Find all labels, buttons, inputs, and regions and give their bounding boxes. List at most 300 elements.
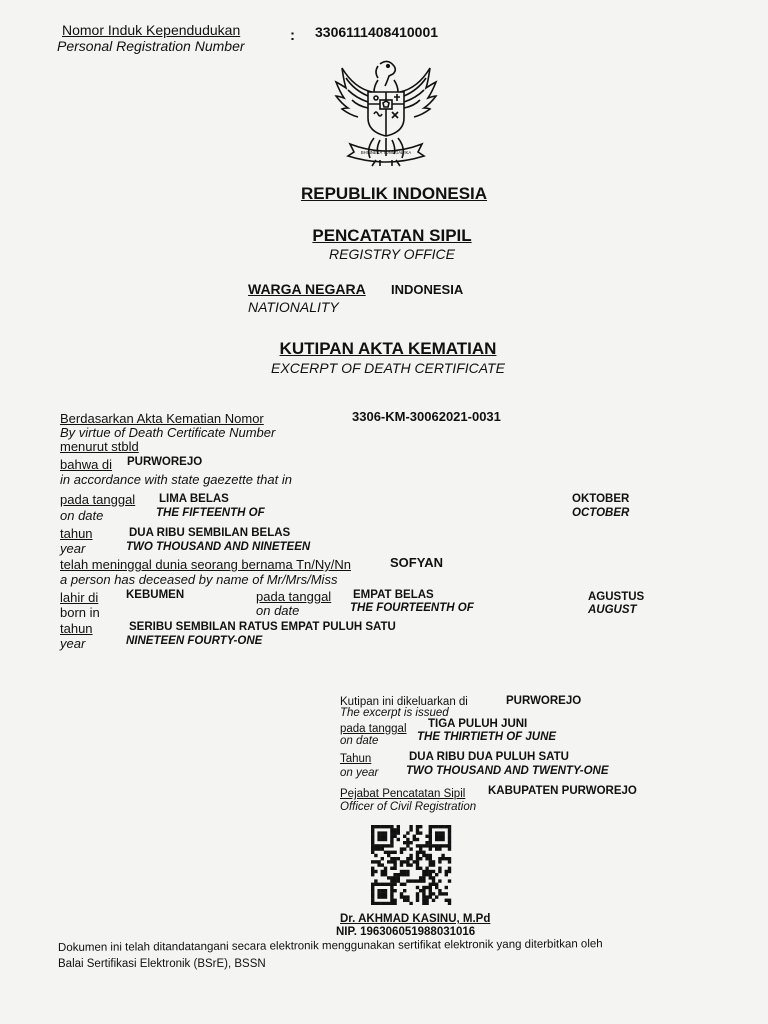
issued-date-value-en: THE THIRTIETH OF JUNE [417, 731, 557, 743]
qr-module [429, 841, 432, 844]
qr-module [387, 825, 390, 828]
qr-module [429, 831, 432, 834]
qr-module [371, 835, 374, 838]
qr-module [371, 838, 374, 841]
garuda-emblem-icon [328, 58, 444, 170]
qr-module [419, 857, 422, 860]
issued-place-label-en: The excerpt is issued [340, 707, 449, 719]
qr-module [416, 825, 419, 828]
death-year-value: DUA RIBU SEMBILAN BELAS [129, 527, 291, 539]
qr-module [438, 870, 441, 873]
qr-module [438, 844, 441, 847]
qr-module [429, 863, 432, 866]
qr-module [381, 892, 384, 895]
qr-module [384, 892, 387, 895]
qr-module [377, 831, 380, 834]
qr-module [397, 838, 400, 841]
qr-module [441, 892, 444, 895]
qr-module [416, 854, 419, 857]
death-place-label-en: in accordance with state gaezette that in [60, 472, 292, 487]
qr-module [409, 857, 412, 860]
qr-module [406, 863, 409, 866]
qr-module [445, 844, 448, 847]
qr-module [390, 860, 393, 863]
birth-date-label-en: on date [256, 603, 300, 618]
qr-module [381, 847, 384, 850]
qr-module [448, 844, 451, 847]
qr-module [387, 902, 390, 905]
issued-date-value: TIGA PULUH JUNI [428, 718, 528, 730]
qr-module [381, 889, 384, 892]
nik-value: 3306111408410001 [315, 24, 439, 40]
issued-place-label: Kutipan ini dikeluarkan di [340, 696, 468, 708]
qr-module [448, 838, 451, 841]
qr-module [403, 835, 406, 838]
qr-module [432, 879, 435, 882]
nationality-label: WARGA NEGARA [248, 281, 366, 297]
qr-module [413, 835, 416, 838]
qr-module [425, 854, 428, 857]
qr-module [425, 835, 428, 838]
officer-label-en: Officer of Civil Registration [340, 801, 477, 813]
qr-module [429, 857, 432, 860]
qr-module [438, 857, 441, 860]
qr-module [429, 847, 432, 850]
birth-year-label-en: year [60, 636, 86, 651]
qr-module [429, 892, 432, 895]
qr-module [422, 854, 425, 857]
qr-module [374, 870, 377, 873]
qr-module [371, 828, 374, 831]
deceased-name-label-en: a person has deceased by name of Mr/Mrs/Miss [60, 572, 338, 587]
qr-module [429, 886, 432, 889]
qr-module [445, 892, 448, 895]
qr-module [377, 889, 380, 892]
qr-module [390, 879, 393, 882]
document-title-en: EXCERPT OF DEATH CERTIFICATE [271, 360, 505, 376]
birth-date-value-en: THE FOURTEENTH OF [350, 602, 474, 614]
qr-module [419, 879, 422, 882]
qr-module [419, 825, 422, 828]
qr-module [400, 895, 403, 898]
death-month-value: OKTOBER [572, 493, 630, 505]
qr-module [432, 825, 435, 828]
qr-module [448, 879, 451, 882]
nik-label-en: Personal Registration Number [57, 38, 245, 54]
qr-module [387, 860, 390, 863]
qr-module [393, 828, 396, 831]
qr-module [438, 860, 441, 863]
qr-module [425, 841, 428, 844]
qr-module [422, 886, 425, 889]
cert-number-label-en: By virtue of Death Certificate Number [60, 425, 276, 440]
qr-module [393, 883, 396, 886]
qr-module [381, 838, 384, 841]
qr-module [403, 889, 406, 892]
qr-module [422, 851, 425, 854]
qr-module [429, 854, 432, 857]
qr-module [445, 886, 448, 889]
qr-module [393, 867, 396, 870]
qr-module [422, 873, 425, 876]
birth-date-value: EMPAT BELAS [353, 589, 434, 601]
qr-module [448, 835, 451, 838]
qr-module [377, 847, 380, 850]
issued-year-label-en: on year [340, 767, 379, 779]
qr-code-icon [369, 825, 453, 905]
qr-module [416, 857, 419, 860]
qr-module [393, 876, 396, 879]
qr-module [432, 883, 435, 886]
qr-module [384, 895, 387, 898]
qr-module [371, 870, 374, 873]
qr-module [416, 851, 419, 854]
qr-module [377, 902, 380, 905]
qr-module [422, 879, 425, 882]
qr-module [416, 867, 419, 870]
qr-module [393, 902, 396, 905]
qr-module [377, 825, 380, 828]
qr-module [384, 831, 387, 834]
qr-module [448, 902, 451, 905]
qr-module [377, 844, 380, 847]
nationality-label-en: NATIONALITY [248, 299, 339, 315]
qr-module [371, 883, 374, 886]
issued-year-value-en: TWO THOUSAND AND TWENTY-ONE [406, 765, 609, 777]
qr-module [416, 844, 419, 847]
qr-module [422, 870, 425, 873]
qr-module [393, 879, 396, 882]
qr-module [381, 835, 384, 838]
deceased-name-label: telah meninggal dunia seorang bernama Tn/Ny/Nn [60, 557, 351, 572]
qr-module [435, 886, 438, 889]
republic-title: REPUBLIK INDONESIA [300, 184, 488, 203]
qr-module [377, 883, 380, 886]
qr-module [409, 825, 412, 828]
qr-module [429, 844, 432, 847]
death-year-label: tahun [60, 526, 93, 541]
qr-module [432, 860, 435, 863]
qr-module [371, 867, 374, 870]
birth-year-value: SERIBU SEMBILAN RATUS EMPAT PULUH SATU [129, 621, 396, 633]
qr-module [425, 895, 428, 898]
qr-module [390, 825, 393, 828]
qr-module [387, 876, 390, 879]
qr-module [416, 838, 419, 841]
qr-module [384, 870, 387, 873]
issued-place-value: PURWOREJO [506, 695, 582, 707]
qr-module [416, 899, 419, 902]
birth-place-label: lahir di [60, 590, 99, 605]
qr-module [400, 851, 403, 854]
qr-module [384, 867, 387, 870]
qr-module [438, 867, 441, 870]
qr-module [435, 838, 438, 841]
qr-module [390, 889, 393, 892]
qr-module [422, 902, 425, 905]
qr-module [409, 879, 412, 882]
qr-module [429, 860, 432, 863]
death-place-label: bahwa di [60, 457, 113, 472]
qr-module [403, 883, 406, 886]
birth-place-label-en: born in [60, 605, 100, 620]
qr-module [384, 873, 387, 876]
stbld-label: menurut stbld [60, 439, 139, 454]
qr-module [381, 844, 384, 847]
qr-module [381, 870, 384, 873]
death-date-value-en: THE FIFTEENTH OF [156, 507, 265, 519]
qr-module [403, 841, 406, 844]
qr-module [438, 879, 441, 882]
qr-module [448, 847, 451, 850]
qr-module [371, 860, 374, 863]
qr-module [432, 899, 435, 902]
qr-module [397, 825, 400, 828]
qr-module [371, 899, 374, 902]
qr-module [371, 895, 374, 898]
qr-module [438, 831, 441, 834]
qr-module [429, 825, 432, 828]
qr-module [374, 902, 377, 905]
qr-module [441, 825, 444, 828]
qr-module [400, 873, 403, 876]
qr-module [403, 895, 406, 898]
qr-module [371, 889, 374, 892]
issued-year-value: DUA RIBU DUA PULUH SATU [409, 751, 569, 763]
qr-module [393, 851, 396, 854]
qr-module [406, 831, 409, 834]
birth-month-value-en: AUGUST [588, 604, 637, 616]
qr-module [390, 895, 393, 898]
qr-module [374, 825, 377, 828]
qr-module [429, 870, 432, 873]
qr-module [384, 902, 387, 905]
qr-module [381, 873, 384, 876]
qr-module [448, 828, 451, 831]
qr-module [400, 860, 403, 863]
qr-module [371, 886, 374, 889]
qr-module [448, 841, 451, 844]
registry-title-en: REGISTRY OFFICE [328, 246, 456, 262]
qr-module [416, 828, 419, 831]
qr-module [406, 844, 409, 847]
qr-module [371, 851, 374, 854]
qr-module [374, 860, 377, 863]
qr-module [419, 844, 422, 847]
qr-module [448, 899, 451, 902]
qr-module [393, 863, 396, 866]
death-year-value-en: TWO THOUSAND AND NINETEEN [126, 541, 311, 553]
qr-module [425, 857, 428, 860]
qr-module [384, 844, 387, 847]
qr-module [397, 831, 400, 834]
qr-module [384, 835, 387, 838]
qr-module [381, 883, 384, 886]
qr-module [435, 831, 438, 834]
officer-value: KABUPATEN PURWOREJO [488, 785, 637, 797]
qr-module [419, 831, 422, 834]
qr-module [441, 838, 444, 841]
qr-module [432, 876, 435, 879]
qr-module [441, 844, 444, 847]
qr-module [397, 857, 400, 860]
qr-module [406, 857, 409, 860]
qr-module [438, 847, 441, 850]
qr-module [381, 831, 384, 834]
qr-module [397, 876, 400, 879]
qr-module [448, 857, 451, 860]
qr-module [371, 831, 374, 834]
qr-module [390, 835, 393, 838]
deceased-name-value: SOFYAN [390, 555, 443, 570]
qr-module [441, 835, 444, 838]
officer-label: Pejabat Pencatatan Sipil [340, 788, 466, 800]
qr-module [435, 873, 438, 876]
qr-module [371, 902, 374, 905]
qr-module [393, 835, 396, 838]
qr-module [374, 883, 377, 886]
qr-module [406, 860, 409, 863]
qr-module [429, 838, 432, 841]
qr-module [371, 825, 374, 828]
qr-module [409, 828, 412, 831]
qr-module [374, 844, 377, 847]
qr-module [390, 886, 393, 889]
qr-module [429, 828, 432, 831]
document-title: KUTIPAN AKTA KEMATIAN [279, 339, 497, 358]
qr-module [435, 883, 438, 886]
qr-module [403, 860, 406, 863]
qr-module [390, 876, 393, 879]
qr-module [371, 847, 374, 850]
qr-module [422, 876, 425, 879]
qr-module [403, 870, 406, 873]
qr-module [371, 892, 374, 895]
qr-module [381, 902, 384, 905]
qr-module [377, 860, 380, 863]
qr-module [377, 892, 380, 895]
qr-module [400, 892, 403, 895]
footer-line-2: Balai Sertifikasi Elektronik (BSrE), BSSN [58, 958, 266, 970]
qr-module [393, 899, 396, 902]
qr-module [384, 883, 387, 886]
signer-nip: NIP. 196306051988031016 [336, 926, 476, 938]
qr-module [413, 879, 416, 882]
qr-module [406, 870, 409, 873]
qr-module [438, 838, 441, 841]
qr-module [419, 889, 422, 892]
qr-module [416, 879, 419, 882]
qr-module [429, 895, 432, 898]
qr-module [429, 835, 432, 838]
qr-module [432, 863, 435, 866]
qr-module [406, 899, 409, 902]
qr-module [448, 860, 451, 863]
qr-module [406, 838, 409, 841]
qr-module [403, 899, 406, 902]
qr-module [374, 879, 377, 882]
nik-colon: : [290, 27, 295, 44]
qr-module [416, 886, 419, 889]
death-year-label-en: year [60, 541, 86, 556]
qr-module [400, 870, 403, 873]
qr-module [413, 860, 416, 863]
qr-module [445, 825, 448, 828]
qr-module [422, 844, 425, 847]
qr-module [393, 831, 396, 834]
qr-module [441, 857, 444, 860]
qr-module [435, 895, 438, 898]
qr-module [406, 895, 409, 898]
qr-module [416, 892, 419, 895]
qr-module [438, 889, 441, 892]
qr-module [425, 844, 428, 847]
issued-date-label-en: on date [340, 735, 379, 747]
qr-module [374, 854, 377, 857]
qr-module [387, 844, 390, 847]
birth-month-value: AGUSTUS [588, 591, 645, 603]
qr-module [377, 838, 380, 841]
qr-module [371, 873, 374, 876]
qr-module [381, 857, 384, 860]
nationality-value: INDONESIA [391, 282, 464, 297]
qr-module [409, 863, 412, 866]
qr-module [393, 889, 396, 892]
registry-title: PENCATATAN SIPIL [312, 226, 472, 245]
qr-module [425, 902, 428, 905]
qr-module [445, 873, 448, 876]
qr-module [387, 854, 390, 857]
qr-module [390, 892, 393, 895]
qr-module [429, 876, 432, 879]
qr-module [419, 847, 422, 850]
qr-module [435, 844, 438, 847]
qr-module [435, 847, 438, 850]
qr-module [390, 867, 393, 870]
qr-module [406, 879, 409, 882]
qr-module [438, 835, 441, 838]
qr-module [409, 841, 412, 844]
qr-module [390, 838, 393, 841]
nik-label: Nomor Induk Kependudukan [62, 22, 241, 38]
qr-module [387, 851, 390, 854]
qr-module [390, 844, 393, 847]
qr-module [390, 902, 393, 905]
birth-place-value: KEBUMEN [126, 589, 185, 601]
qr-module [432, 892, 435, 895]
qr-module [435, 835, 438, 838]
qr-module [397, 828, 400, 831]
qr-module [429, 883, 432, 886]
qr-module [413, 838, 416, 841]
qr-module [422, 895, 425, 898]
death-date-label-en: on date [60, 508, 104, 523]
qr-module [403, 873, 406, 876]
qr-module [445, 870, 448, 873]
qr-module [438, 892, 441, 895]
qr-module [416, 895, 419, 898]
qr-module [374, 847, 377, 850]
qr-module [377, 835, 380, 838]
qr-module [448, 870, 451, 873]
qr-module [425, 886, 428, 889]
qr-module [393, 873, 396, 876]
qr-module [419, 851, 422, 854]
qr-module [429, 873, 432, 876]
qr-module [425, 873, 428, 876]
qr-module [448, 831, 451, 834]
qr-module [406, 873, 409, 876]
